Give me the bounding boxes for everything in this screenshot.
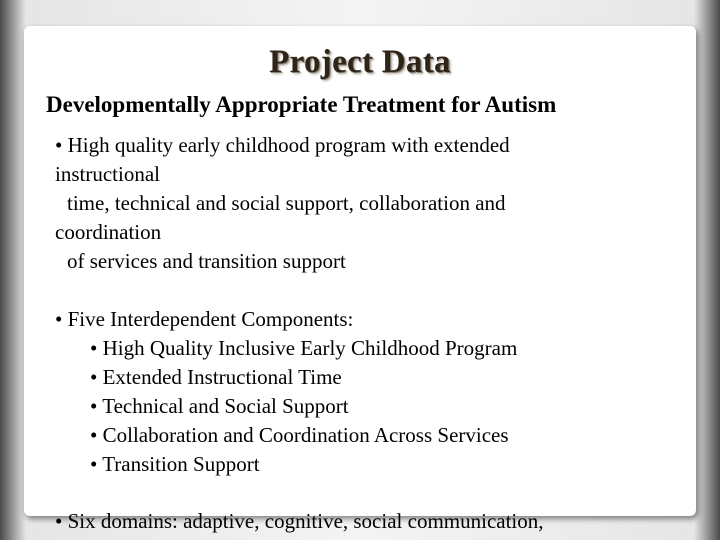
bullet-1-line-2: instructional — [55, 162, 160, 186]
component-item: • Technical and Social Support — [90, 394, 349, 418]
bullet-1-line-4: coordination — [55, 220, 162, 244]
component-item: • High Quality Inclusive Early Childhood Program — [90, 336, 518, 360]
bullet-1-line-5: of services and transition support — [67, 249, 346, 273]
bullet-1-line-1: • High quality early childhood program with extended — [55, 133, 510, 157]
bullet-1-line-3: time, technical and social support, collaboration and — [67, 191, 506, 215]
component-item: • Collaboration and Coordination Across Services — [90, 423, 509, 447]
bullet-3: • Six domains: adaptive, cognitive, social communication, — [55, 509, 544, 533]
component-item: • Transition Support — [90, 452, 260, 476]
bullet-2-heading: • Five Interdependent Components: — [55, 307, 354, 331]
slide-title: Project Data — [269, 44, 451, 80]
slide-subtitle: Developmentally Appropriate Treatment for Autism — [46, 92, 557, 117]
component-item: • Extended Instructional Time — [90, 365, 342, 389]
